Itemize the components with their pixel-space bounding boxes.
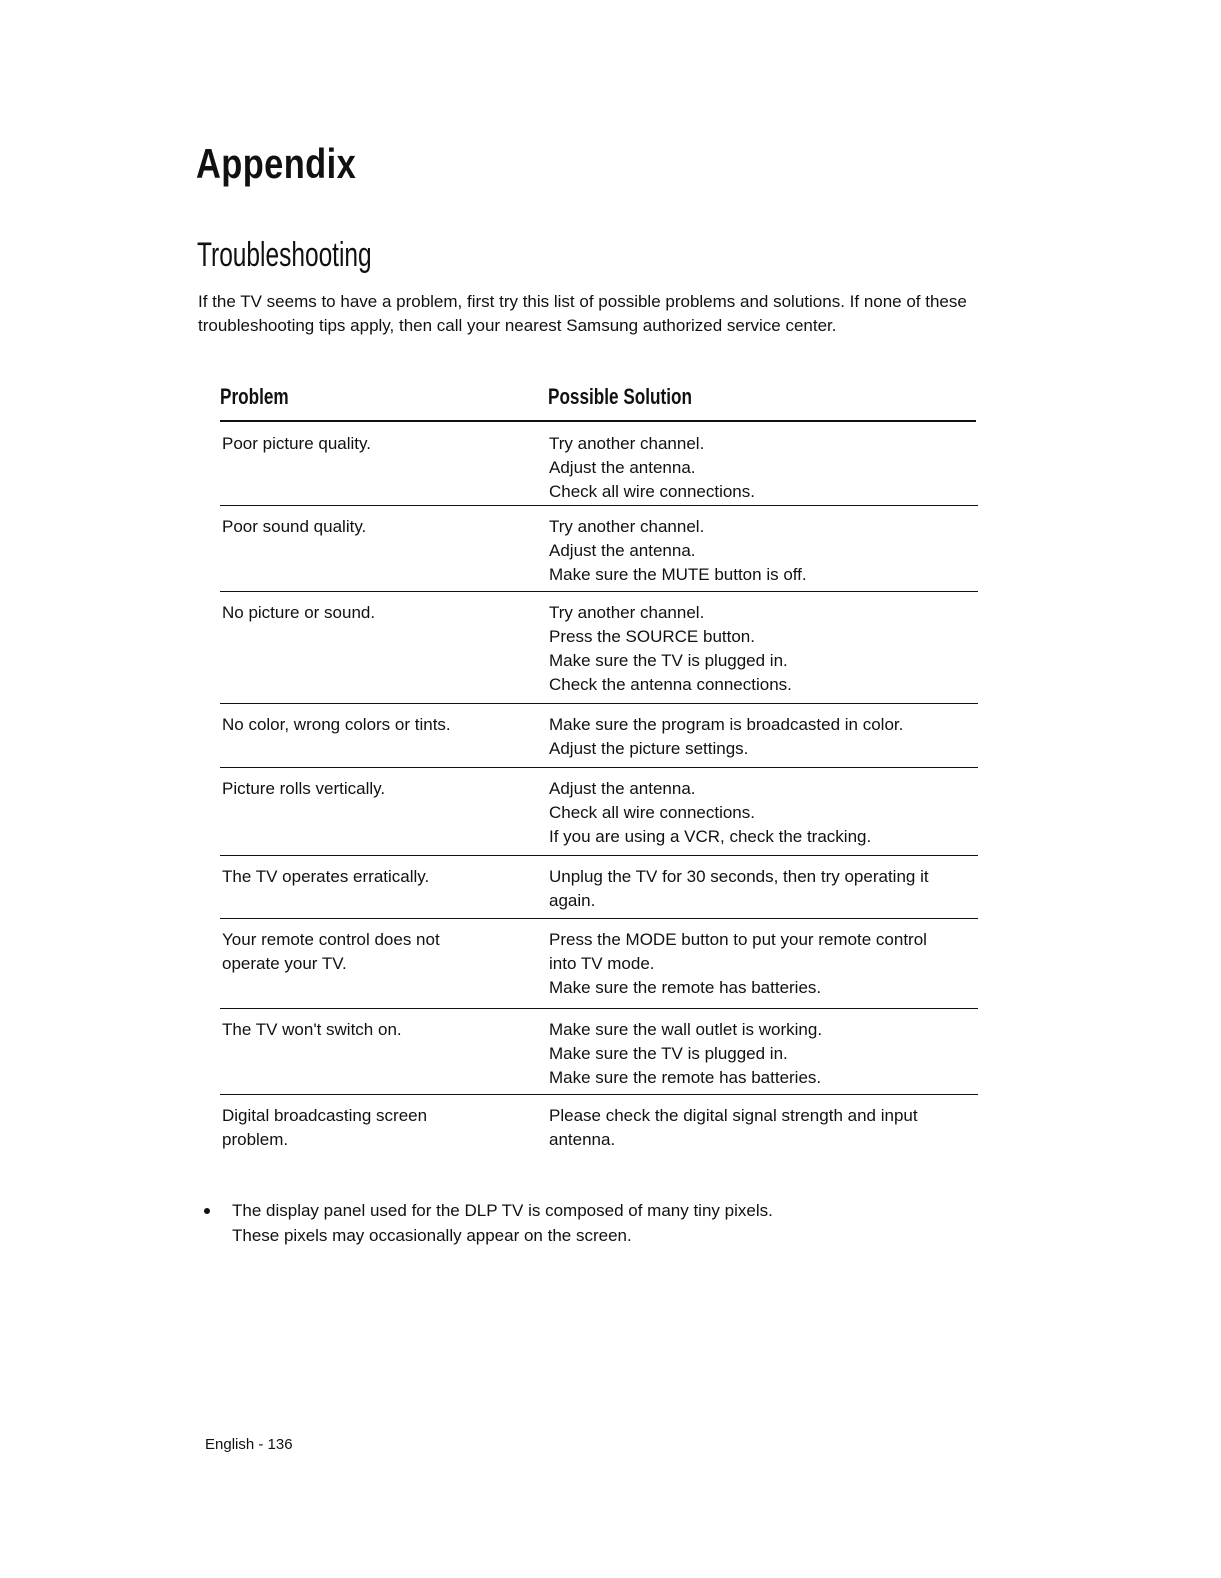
note-line: These pixels may occasionally appear on the screen. bbox=[232, 1226, 632, 1245]
table-row bbox=[220, 1094, 978, 1164]
table-row bbox=[220, 591, 978, 704]
note-text bbox=[232, 1198, 892, 1248]
solution-line: Press the MODE button to put your remote control into TV mode. bbox=[549, 930, 927, 973]
solution-line: Adjust the antenna. bbox=[549, 779, 696, 798]
table-row bbox=[220, 422, 978, 506]
solution-cell bbox=[549, 1104, 949, 1152]
table-row bbox=[220, 767, 978, 856]
problem-cell: Digital broadcasting screen problem. bbox=[222, 1106, 428, 1149]
solution-cell bbox=[549, 865, 959, 913]
solution-line: If you are using a VCR, check the tracking. bbox=[549, 827, 872, 846]
solution-line: Make sure the program is broadcasted in color. bbox=[549, 715, 904, 734]
solution-line: Make sure the TV is plugged in. bbox=[549, 651, 788, 670]
solution-cell bbox=[549, 713, 959, 761]
problem-cell: Your remote control does not operate your TV. bbox=[222, 930, 440, 973]
solution-line: Unplug the TV for 30 seconds, then try operating it again. bbox=[549, 867, 929, 910]
note-line: The display panel used for the DLP TV is composed of many tiny pixels. bbox=[232, 1201, 773, 1220]
solution-cell bbox=[549, 1018, 959, 1090]
problem-cell: Poor picture quality. bbox=[222, 434, 371, 453]
problem-cell: The TV operates erratically. bbox=[222, 867, 430, 886]
solution-line: Try another channel. bbox=[549, 603, 705, 622]
page-title: Appendix bbox=[196, 140, 357, 187]
problem-cell: Poor sound quality. bbox=[222, 517, 367, 536]
table-header bbox=[220, 384, 976, 422]
table-row bbox=[220, 918, 978, 1009]
header-problem: Problem bbox=[220, 384, 289, 409]
solution-line: Make sure the remote has batteries. bbox=[549, 1068, 822, 1087]
solution-line: Check the antenna connections. bbox=[549, 675, 792, 694]
problem-cell: No picture or sound. bbox=[222, 603, 376, 622]
solution-line: Adjust the antenna. bbox=[549, 458, 696, 477]
solution-cell bbox=[549, 777, 959, 849]
solution-line: Check all wire connections. bbox=[549, 482, 755, 501]
solution-line: Adjust the antenna. bbox=[549, 541, 696, 560]
solution-cell bbox=[549, 601, 959, 697]
section-title: Troubleshooting bbox=[197, 236, 372, 274]
intro-paragraph: If the TV seems to have a problem, first try this list of possible problems and solutions. If none of these troubleshooting tips apply, then call your nearest Samsung authorized service center. bbox=[198, 292, 967, 335]
problem-cell: The TV won't switch on. bbox=[222, 1020, 402, 1039]
page-footer: English - 136 bbox=[205, 1436, 293, 1453]
solution-line: Make sure the MUTE button is off. bbox=[549, 565, 807, 584]
table-row bbox=[220, 703, 978, 768]
header-solution: Possible Solution bbox=[548, 384, 692, 409]
solution-cell bbox=[549, 432, 959, 504]
solution-line: Please check the digital signal strength and input antenna. bbox=[549, 1106, 918, 1149]
problem-cell: No color, wrong colors or tints. bbox=[222, 715, 451, 734]
table-row bbox=[220, 505, 978, 592]
solution-line: Make sure the remote has batteries. bbox=[549, 978, 822, 997]
solution-line: Try another channel. bbox=[549, 517, 705, 536]
solution-line: Adjust the picture settings. bbox=[549, 739, 749, 758]
solution-line: Make sure the wall outlet is working. bbox=[549, 1020, 823, 1039]
table-row bbox=[220, 855, 978, 919]
solution-line: Try another channel. bbox=[549, 434, 705, 453]
solution-cell bbox=[549, 928, 949, 1000]
solution-cell bbox=[549, 515, 959, 587]
problem-cell: Picture rolls vertically. bbox=[222, 779, 386, 798]
bullet-icon bbox=[204, 1208, 210, 1214]
solution-line: Check all wire connections. bbox=[549, 803, 755, 822]
solution-line: Press the SOURCE button. bbox=[549, 627, 755, 646]
table-row bbox=[220, 1008, 978, 1095]
solution-line: Make sure the TV is plugged in. bbox=[549, 1044, 788, 1063]
